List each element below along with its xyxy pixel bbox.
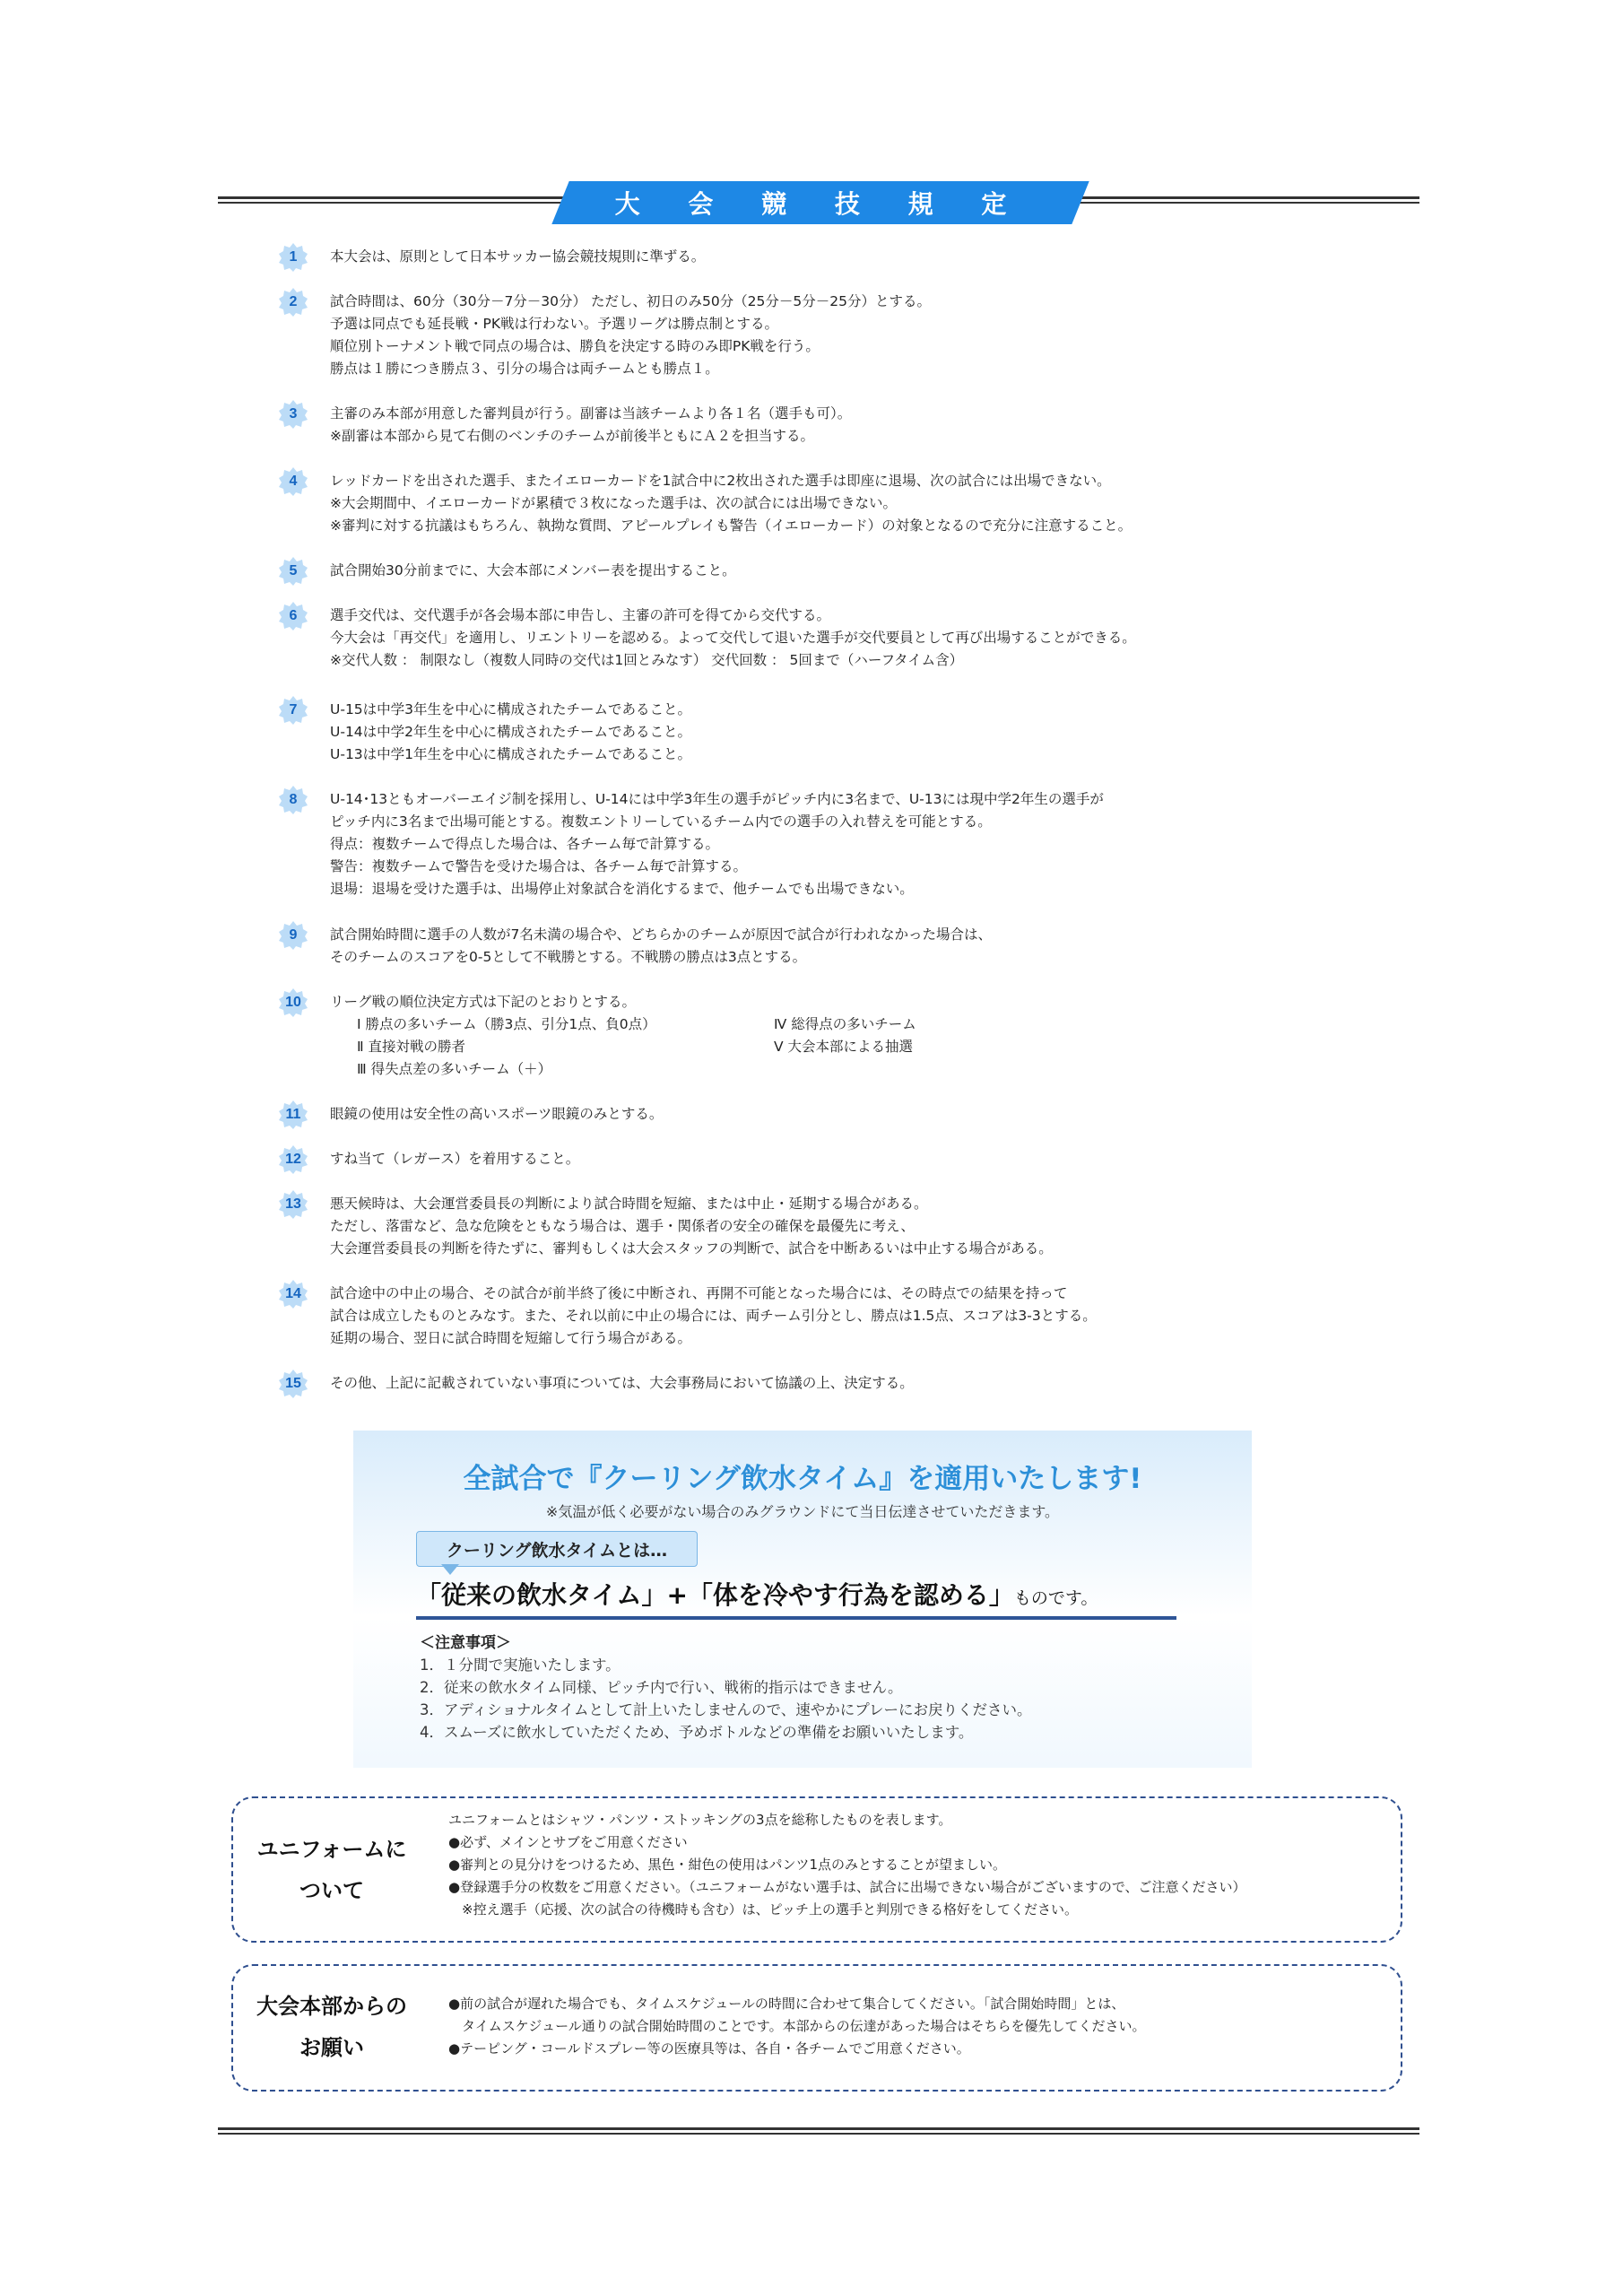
- uniform-info-box: [231, 1796, 1402, 1943]
- list-item: ●テーピング・コールドスプレー等の医療具等は、各自・各チームでご用意ください。: [448, 2040, 970, 2057]
- rule-line: ピッチ内に3名まで出場可能とする。複数エントリーしているチーム内での選手の入れ替えを可能とする。: [330, 813, 992, 830]
- number-badge: 7: [278, 695, 308, 726]
- number-badge: 2: [278, 287, 308, 317]
- number-badge: 9: [278, 920, 308, 951]
- uniform-box-body: [448, 1809, 1246, 1921]
- rule-line: U-14は中学2年生を中心に構成されたチームであること。: [330, 724, 692, 740]
- cooling-note: ※気温が低く必要がない場合のみグラウンドにて当日伝達させていただきます。: [545, 1503, 1060, 1520]
- criterion-2: Ⅱ 直接対戦の勝者: [357, 1039, 466, 1055]
- rule-line: 順位別トーナメント戦で同点の場合は、勝負を決定する時のみ即PK戦を行う。: [330, 338, 820, 354]
- list-item: タイムスケジュール通りの試合開始時間のことです。本部からの伝達があった場合はそちらを優先してください。: [448, 2018, 1146, 2034]
- rule-line: ※副審は本部から見て右側のベンチのチームが前後半ともにＡ２を担当する。: [330, 428, 814, 444]
- rule-line: 試合は成立したものとみなす。また、それ以前に中止の場合には、両チーム引分とし、勝点は1.5点、スコアは3-3とする。: [330, 1308, 1097, 1324]
- hq-request-box: [231, 1964, 1402, 2092]
- list-item: ●審判との見分けをつけるため、黒色・紺色の使用はパンツ1点のみとすることが望ましい。: [448, 1857, 1007, 1873]
- number-badge: 6: [278, 601, 308, 631]
- criterion-3: Ⅲ 得失点差の多いチーム（＋）: [357, 1061, 552, 1077]
- number-badge: 12: [278, 1144, 308, 1175]
- rule-line: 試合開始30分前までに、大会本部にメンバー表を提出すること。: [330, 562, 736, 578]
- number-badge: 3: [278, 399, 308, 430]
- cooling-break-panel: [353, 1431, 1252, 1768]
- list-item: 4．スムーズに飲水していただくため、予めボトルなどの準備をお願いいたします。: [420, 1724, 974, 1741]
- rule-line: レッドカードを出された選手、またイエローカードを1試合中に2枚出された選手は即座に退場、次の試合には出場できない。: [330, 473, 1111, 489]
- rule-line: 主審のみ本部が用意した審判員が行う。副審は当該チームより各１名（選手も可）。: [330, 405, 852, 422]
- callout-tail-icon: [441, 1564, 459, 1575]
- list-item: ●前の試合が遅れた場合でも、タイムスケジュールの時間に合わせて集合してください。「試合開始時間」とは、: [448, 1996, 1125, 2012]
- list-item: 2．従来の飲水タイム同様、ピッチ内で行い、戦術的指示はできません。: [420, 1679, 903, 1696]
- rule-line: 勝点は１勝につき勝点３、引分の場合は両チームとも勝点１。: [330, 361, 719, 377]
- number-badge: 8: [278, 785, 308, 815]
- number-badge: 14: [278, 1279, 308, 1309]
- rule-line: U-15は中学3年生を中心に構成されたチームであること。: [330, 701, 692, 718]
- criterion-5: Ⅴ 大会本部による抽選: [774, 1039, 914, 1055]
- rule-line: 大会運営委員長の判断を待たずに、審判もしくは大会スタッフの判断で、試合を中断あるいは中止する場合がある。: [330, 1240, 1053, 1257]
- list-item: ●登録選手分の枚数をご用意ください。（ユニフォームがない選手は、試合に出場できない場合がございますので、ご注意ください）: [448, 1879, 1246, 1895]
- ranking-criteria: [330, 1013, 1137, 1077]
- request-box-label: 大会本部からの お願い: [256, 1994, 407, 2060]
- rule-line: ※大会期間中、イエローカードが累積で３枚になった選手は、次の試合には出場できない。: [330, 495, 898, 511]
- rule-line: 試合開始時間に選手の人数が7名未満の場合や、どちらかのチームが原因で試合が行われなかった場合は、: [330, 926, 993, 943]
- list-item: ユニフォームとはシャツ・パンツ・ストッキングの3点を総称したものを表します。: [448, 1812, 952, 1828]
- rule-line: U-13は中学1年生を中心に構成されたチームであること。: [330, 746, 692, 762]
- criterion-1: Ⅰ 勝点の多いチーム（勝3点、引分1点、負0点）: [357, 1016, 656, 1032]
- rule-line: 今大会は「再交代」を適用し、リエントリーを認める。よって交代して退いた選手が交代要員として再び出場することができる。: [330, 630, 1136, 646]
- list-item: ※控え選手（応援、次の試合の待機時も含む）は、ピッチ上の選手と判別できる格好をしてください。: [448, 1901, 1078, 1918]
- rule-line: 退場：退場を受けた選手は、出場停止対象試合を消化するまで、他チームでも出場できない。: [330, 881, 914, 897]
- rule-line: 悪天候時は、大会運営委員長の判断により試合時間を短縮、または中止・延期する場合がある。: [330, 1196, 928, 1212]
- number-badge: 1: [278, 242, 308, 273]
- list-item: 3．アディショナルタイムとして計上いたしませんので、速やかにプレーにお戻りください。: [420, 1701, 1032, 1718]
- number-badge: 10: [278, 987, 308, 1018]
- rule-line: U-14･13ともオーバーエイジ制を採用し、U-14には中学3年生の選手がピッチ内に3名まで、U-13には現中学2年生の選手が: [330, 791, 1104, 807]
- number-badge: 15: [278, 1369, 308, 1399]
- number-badge: 4: [278, 466, 308, 497]
- rule-line: ※審判に対する抗議はもちろん、執拗な質問、アピールプレイも警告（イエローカード）の対象となるので充分に注意すること。: [330, 517, 1133, 534]
- cooling-notes-list: [420, 1654, 1032, 1744]
- cooling-headline: 全試合で『クーリング飲水タイム』を適用いたします!: [463, 1463, 1142, 1495]
- criterion-4: Ⅳ 総得点の多いチーム: [774, 1016, 916, 1032]
- rule-line: 警告：複数チームで警告を受けた場合は、各チーム毎で計算する。: [330, 858, 748, 874]
- definition-underline: [416, 1616, 1176, 1620]
- rule-line: 得点：複数チームで得点した場合は、各チーム毎で計算する。: [330, 836, 720, 852]
- number-badge: 5: [278, 556, 308, 587]
- notes-heading: ＜注意事項＞: [420, 1634, 511, 1652]
- list-item: 1．１分間で実施いたします。: [420, 1657, 621, 1674]
- cooling-callout-tag: クーリング飲水タイムとは…: [416, 1531, 698, 1567]
- cooling-definition: 「従来の飲水タイム」+「体を冷やす行為を認める」ものです。: [416, 1580, 1098, 1610]
- rule-line: ※交代人数 ： 制限なし（複数人同時の交代は1回とみなす） 交代回数 ： 5回まで（ハーフタイム含）: [330, 652, 964, 668]
- rule-line: 試合途中の中止の場合、その試合が前半終了後に中断され、再開不可能となった場合には、その時点での結果を持って: [330, 1285, 1068, 1301]
- number-badge: 11: [278, 1100, 308, 1130]
- rule-line: その他、上記に記載されていない事項については、大会事務局において協議の上、決定する。: [330, 1375, 914, 1391]
- uniform-box-label: ユニフォームに ついて: [256, 1837, 407, 1903]
- rule-line: 本大会は、原則として日本サッカー協会競技規則に準ずる。: [330, 248, 706, 265]
- page-title: 大 会 競 技 規 定: [614, 189, 1027, 219]
- rule-line: ただし、落雷など、急な危険をともなう場合は、選手・関係者の安全の確保を最優先に考え、: [330, 1218, 915, 1234]
- rule-line: 選手交代は、交代選手が各会場本部に申告し、主審の許可を得てから交代する。: [330, 607, 831, 623]
- rule-line: 延期の場合、翌日に試合時間を短縮して行う場合がある。: [330, 1330, 692, 1346]
- rule-line: 予選は同点でも延長戦・PK戦は行わない。予選リーグは勝点制とする。: [330, 316, 779, 332]
- rule-line: すね当て（レガース）を着用すること。: [330, 1151, 580, 1167]
- rule-line: 試合時間は、60分（30分－7分－30分） ただし、初日のみ50分（25分－5分－25分）とする。: [330, 293, 931, 309]
- request-box-body: [448, 1993, 1145, 2060]
- number-badge: 13: [278, 1189, 308, 1220]
- rule-line: リーグ戦の順位決定方式は下記のとおりとする。: [330, 994, 637, 1010]
- rule-line: そのチームのスコアを0-5として不戦勝とする。不戦勝の勝点は3点とする。: [330, 949, 807, 965]
- rule-line: 眼鏡の使用は安全性の高いスポーツ眼鏡のみとする。: [330, 1106, 664, 1122]
- bottom-double-rule: [218, 2127, 1419, 2135]
- list-item: ●必ず、メインとサブをご用意ください: [448, 1834, 688, 1850]
